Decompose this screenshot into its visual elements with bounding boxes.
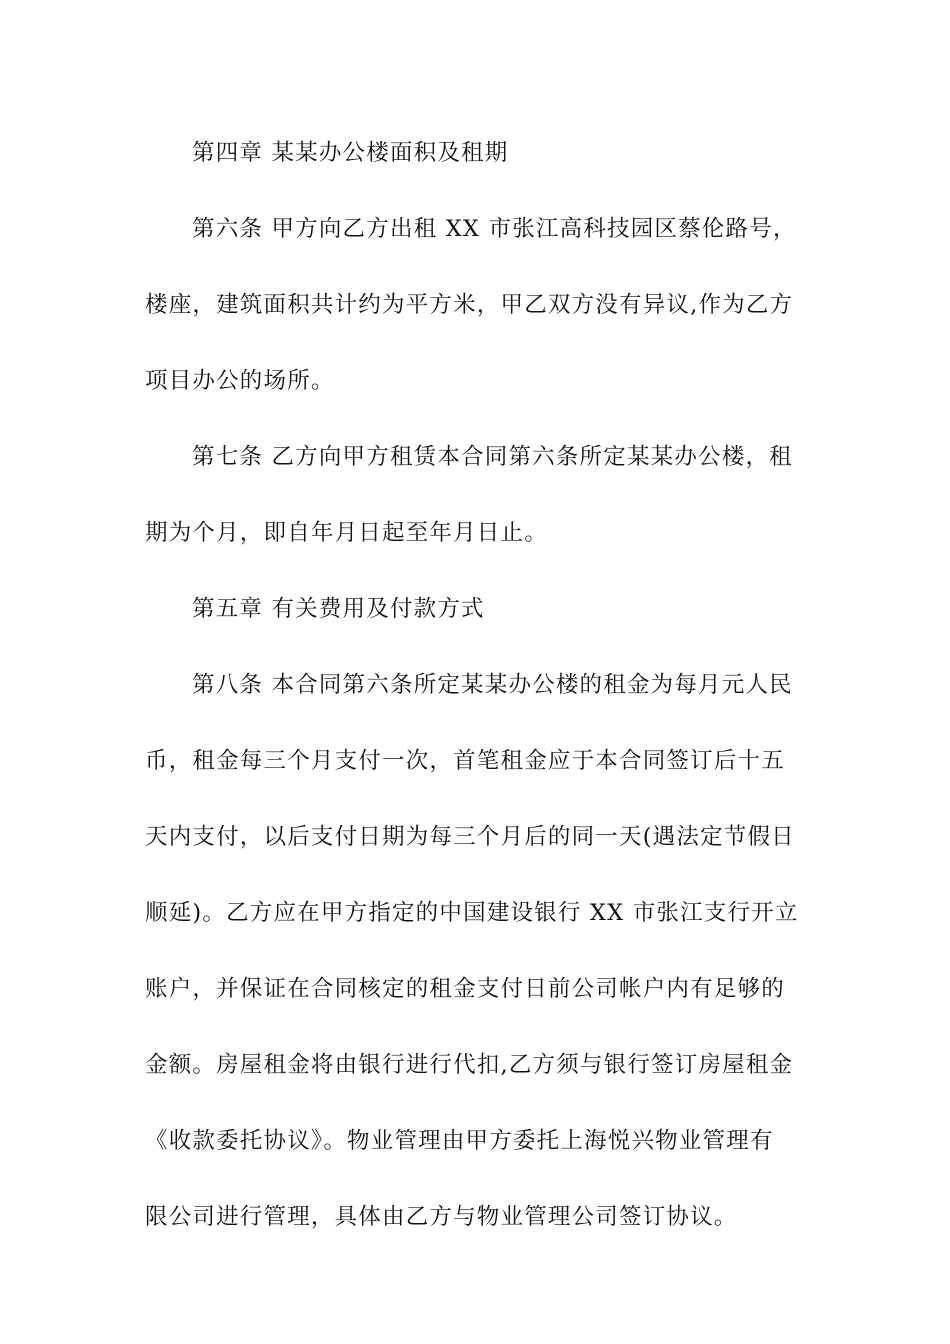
article-7-line-1: 第七条 乙方向甲方租赁本合同第六条所定某某办公楼，租	[192, 444, 793, 470]
article-6-line-3: 项目办公的场所。	[145, 368, 335, 394]
article-8-line-4: 顺延)。乙方应在甲方指定的中国建设银行 XX 市张江支行开立	[145, 900, 799, 926]
article-8-line-6: 金额。房屋租金将由银行进行代扣,乙方须与银行签订房屋租金	[145, 1052, 794, 1078]
chapter-heading-4: 第四章 某某办公楼面积及租期	[192, 140, 509, 166]
article-8-line-5: 账户，并保证在合同核定的租金支付日前公司帐户内有足够的	[145, 976, 785, 1002]
article-8-line-7: 《收款委托协议》。物业管理由甲方委托上海悦兴物业管理有	[145, 1128, 774, 1154]
chapter-heading-5: 第五章 有关费用及付款方式	[192, 596, 485, 622]
article-8-line-3: 天内支付，以后支付日期为每三个月后的同一天(遇法定节假日	[145, 824, 795, 850]
document-body	[145, 126, 810, 1266]
article-8-line-8: 限公司进行管理，具体由乙方与物业管理公司签订协议。	[145, 1204, 738, 1230]
article-6-line-1: 第六条 甲方向乙方出租 XX 市张江高科技园区蔡伦路号，	[192, 216, 797, 242]
article-7-line-2: 期为个月，即自年月日起至年月日止。	[145, 520, 548, 546]
article-8-line-2: 币，租金每三个月支付一次，首笔租金应于本合同签订后十五	[145, 748, 785, 774]
article-6-line-2: 楼座，建筑面积共计约为平方米，甲乙双方没有异议,作为乙方	[145, 292, 794, 318]
article-8-line-1: 第八条 本合同第六条所定某某办公楼的租金为每月元人民	[192, 672, 793, 698]
